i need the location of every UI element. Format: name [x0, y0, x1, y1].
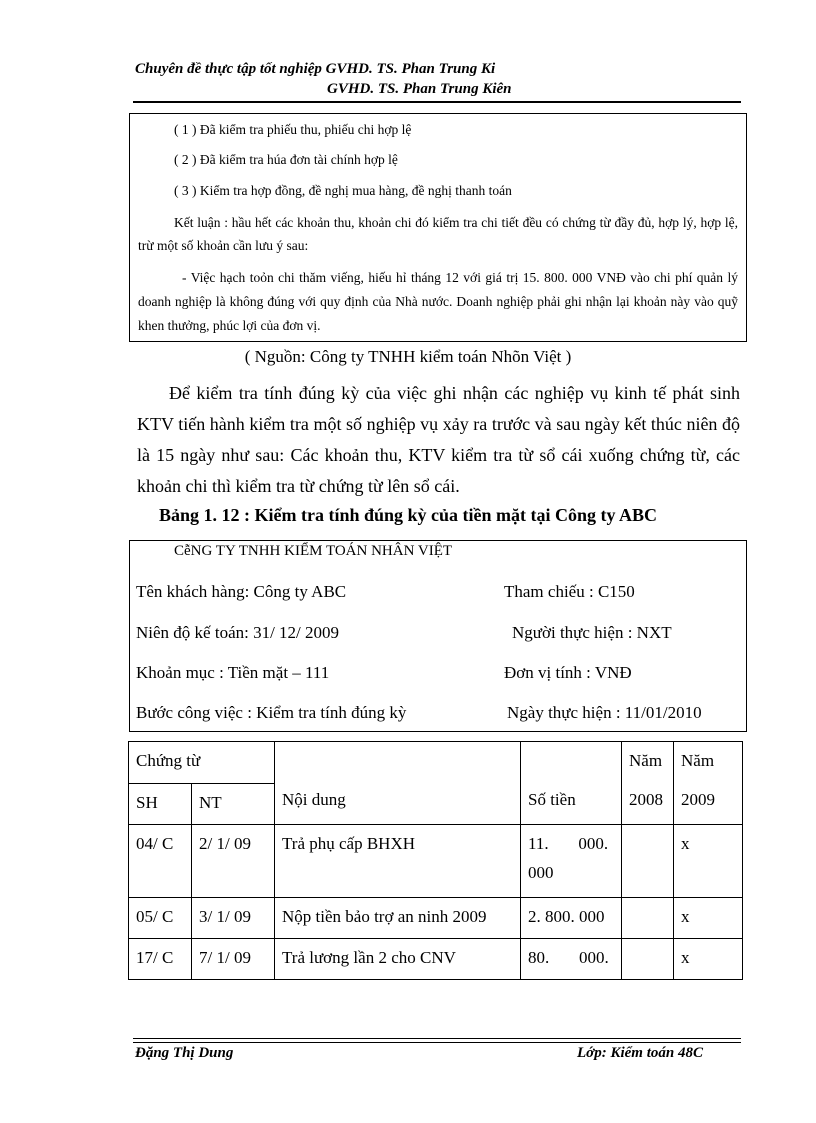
header-line-2: GVHD. TS. Phan Trung Kiên — [327, 81, 512, 97]
work-step: Bước công việc : Kiểm tra tính đúng kỳ — [136, 703, 407, 722]
table-caption: Bảng 1. 12 : Kiểm tra tính đúng kỳ của tiền mặt tại Công ty ABC — [158, 505, 658, 525]
cell-2009: x — [674, 939, 743, 980]
check-item-3: ( 3 ) Kiểm tra hợp đồng, đề nghị mua hàng, đề nghị thanh toán — [174, 183, 512, 198]
header-sh: SH — [129, 784, 192, 825]
info-box — [129, 540, 747, 732]
cash-cutoff-table — [128, 741, 743, 980]
performer: Người thực hiện : NXT — [512, 623, 672, 642]
footer-rule-2 — [133, 1042, 741, 1043]
cell-nt: 2/ 1/ 09 — [192, 825, 275, 898]
cell-amount — [521, 825, 622, 898]
table-row — [129, 898, 743, 939]
cell-2008 — [622, 898, 674, 939]
cell-nt: 7/ 1/ 09 — [192, 939, 275, 980]
cell-2009: x — [674, 898, 743, 939]
cell-sh: 04/ C — [129, 825, 192, 898]
header-nt: NT — [192, 784, 275, 825]
note-text: - Việc hạch toỏn chi thăm viếng, hiếu hỉ tháng 12 với giá trị 15. 800. 000 VNĐ vào chi phí quản lý doanh nghiệp là không đúng với quy định của Nhà nước. Doanh nghiệp phải ghi nhận lại khoản này vào quỹ khen thưởng, phúc lợi của đơn vị. — [138, 270, 738, 333]
check-item-1: ( 1 ) Đã kiểm tra phiếu thu, phiếu chi hợp lệ — [174, 122, 412, 137]
header-year-2009-a: Năm — [681, 751, 715, 770]
cell-2008 — [622, 939, 674, 980]
header-voucher: Chứng từ — [129, 742, 275, 784]
header-year-2009 — [674, 742, 743, 825]
cell-amount-b: 000 — [528, 863, 554, 882]
company-name: CễNG TY TNHH KIỂM TOÁN NHÂN VIỆT — [174, 543, 453, 559]
account-item: Khoản mục : Tiền mặt – 111 — [136, 663, 330, 682]
cell-sh: 05/ C — [129, 898, 192, 939]
cell-2009: x — [674, 825, 743, 898]
cell-sh: 17/ C — [129, 939, 192, 980]
body-paragraph — [137, 378, 740, 502]
footer-rule-1 — [133, 1038, 741, 1039]
currency-unit: Đơn vị tính : VNĐ — [504, 663, 632, 682]
header-amount: Số tiền — [521, 742, 622, 825]
header-line-1: Chuyên đề thực tập tốt nghiệp GVHD. TS. Phan Trung Ki — [135, 61, 496, 77]
conclusion-text: Kết luận : hầu hết các khoản thu, khoản chi đó kiểm tra chi tiết đều có chứng từ đầy đủ, hợp lý, hợp lệ, trừ một số khoản cần lưu ý sau: — [138, 215, 738, 253]
header-content: Nội dung — [275, 742, 521, 825]
check-box — [129, 113, 747, 342]
cell-2008 — [622, 825, 674, 898]
performed-date: Ngày thực hiện : 11/01/2010 — [507, 703, 702, 722]
check-item-2: ( 2 ) Đã kiểm tra húa đơn tài chính hợp lệ — [174, 152, 398, 167]
cell-content: Trả lương lần 2 cho CNV — [275, 939, 521, 980]
cell-content: Nộp tiền bảo trợ an ninh 2009 — [275, 898, 521, 939]
cell-amount-a: 2. 800. 000 — [528, 907, 605, 926]
cell-content: Trả phụ cấp BHXH — [275, 825, 521, 898]
cell-amount-a: 80. 000. — [528, 948, 609, 967]
header-year-2008 — [622, 742, 674, 825]
cell-amount — [521, 898, 622, 939]
cell-amount-a: 11. 000. — [528, 834, 609, 853]
header-year-2009-b: 2009 — [681, 790, 715, 809]
table-row — [129, 825, 743, 898]
footer-class: Lớp: Kiểm toán 48C — [577, 1045, 703, 1061]
header-year-2008-a: Năm — [629, 751, 663, 770]
table-header-row — [129, 742, 743, 784]
cell-amount — [521, 939, 622, 980]
header-year-2008-b: 2008 — [629, 790, 663, 809]
cell-nt: 3/ 1/ 09 — [192, 898, 275, 939]
source-line: ( Nguồn: Công ty TNHH kiểm toán Nhõn Việt ) — [244, 347, 572, 366]
footer-author: Đặng Thị Dung — [135, 1045, 234, 1061]
fiscal-period: Niên độ kế toán: 31/ 12/ 2009 — [136, 623, 340, 642]
table-row — [129, 939, 743, 980]
body-paragraph-text: Để kiểm tra tính đúng kỳ của việc ghi nhận các nghiệp vụ kinh tế phát sinh KTV tiến hành kiểm tra một số nghiệp vụ xảy ra trước và sau ngày kết thúc niên độ là 15 ngày như sau: Các khoản thu, KTV kiểm tra từ sổ cái xuống chứng từ, các khoản chi thì kiểm tra từ chứng từ lên sổ cái. — [137, 383, 740, 496]
client-name: Tên khách hàng: Công ty ABC — [136, 582, 347, 601]
reference: Tham chiếu : C150 — [504, 582, 635, 601]
header-rule — [133, 101, 741, 103]
